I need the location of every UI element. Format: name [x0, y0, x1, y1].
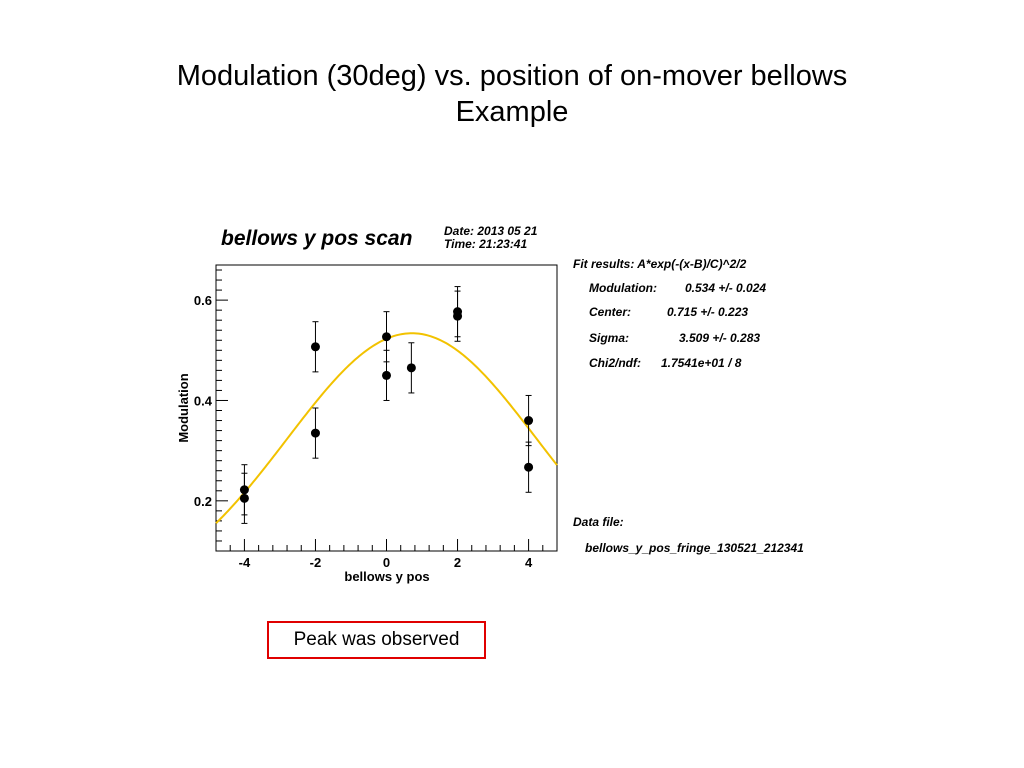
point-marker: [311, 429, 320, 438]
x-axis-label: bellows y pos: [344, 569, 430, 584]
plot-date: Date: 2013 05 21: [444, 224, 538, 238]
point-marker: [524, 416, 533, 425]
plot-time: Time: 21:23:41: [444, 237, 528, 251]
data-point: [311, 322, 320, 372]
x-tick-label: 0: [382, 555, 391, 570]
fit-value-sigma: 3.509 +/- 0.283: [679, 331, 761, 345]
data-points-layer: [240, 287, 533, 524]
y-tick-label: 0.4: [193, 393, 212, 409]
point-marker: [382, 332, 391, 341]
data-point: [453, 291, 462, 341]
fit-label-center: Center:: [589, 305, 632, 319]
y-tick-label: 0.6: [193, 293, 212, 309]
plot-frame: [216, 265, 557, 551]
slide-title-line-1: Modulation (30deg) vs. position of on-mover bellows: [176, 60, 848, 92]
point-marker: [524, 463, 533, 472]
x-tick-label: 4: [524, 555, 533, 570]
fit-value-chi2: 1.7541e+01 / 8: [661, 356, 742, 370]
data-file-label: Data file:: [573, 515, 624, 529]
fit-value-center: 0.715 +/- 0.223: [667, 305, 749, 319]
data-point: [382, 350, 391, 400]
data-point: [524, 395, 533, 445]
data-point: [407, 343, 416, 393]
y-axis: [194, 270, 228, 551]
x-tick-label: -2: [309, 555, 322, 570]
data-point: [240, 473, 249, 523]
plot-title: bellows y pos scan: [221, 227, 413, 250]
observation-note: [267, 621, 486, 659]
data-point: [524, 442, 533, 492]
point-marker: [382, 371, 391, 380]
point-marker: [240, 494, 249, 503]
observation-note-text: Peak was observed: [293, 629, 460, 650]
fit-label-sigma: Sigma:: [589, 331, 630, 345]
fit-value-modulation: 0.534 +/- 0.024: [685, 281, 767, 295]
fit-label-modulation: Modulation:: [589, 281, 657, 295]
point-marker: [453, 312, 462, 321]
point-marker: [311, 342, 320, 351]
point-marker: [407, 363, 416, 372]
fit-label-chi2: Chi2/ndf:: [589, 356, 641, 370]
x-axis: [216, 539, 557, 570]
data-point: [311, 408, 320, 458]
x-tick-label: -4: [238, 555, 251, 570]
fit-results-panel: [573, 257, 804, 555]
y-tick-label: 0.2: [193, 493, 212, 509]
data-file-name: bellows_y_pos_fringe_130521_212341: [585, 541, 804, 555]
x-tick-label: 2: [453, 555, 462, 570]
y-axis-label: Modulation: [176, 373, 191, 443]
fit-heading: Fit results: A*exp(-(x-B)/C)^2/2: [573, 257, 747, 271]
slide-title-line-2: Example: [455, 96, 569, 128]
